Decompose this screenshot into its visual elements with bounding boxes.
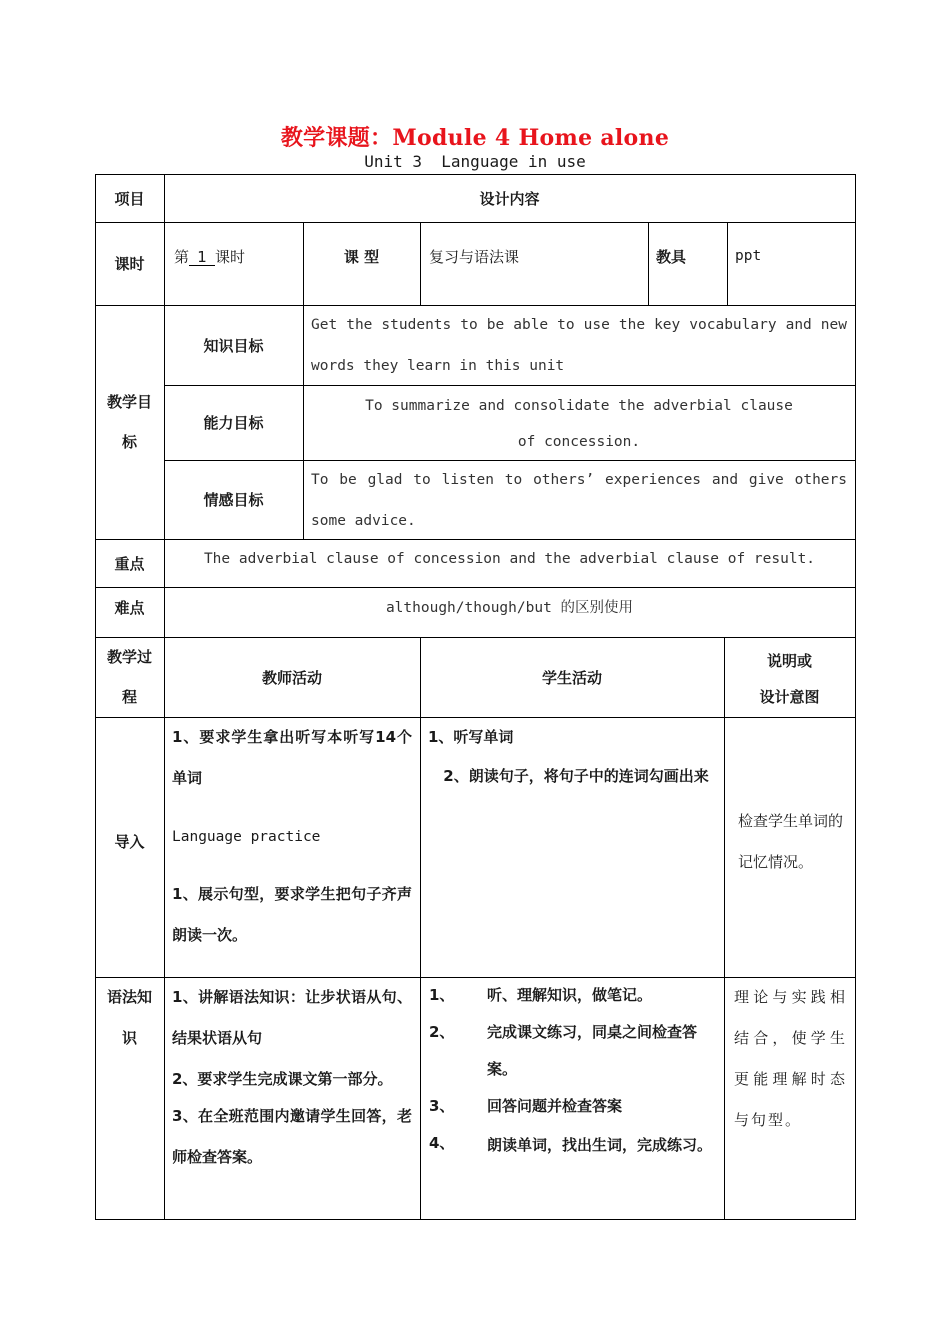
grammar-student-step-text: 听、理解知识，做笔记。 xyxy=(487,986,653,1004)
lesson-label-cell xyxy=(95,222,165,306)
notes-header-cell xyxy=(724,637,856,718)
grammar-student-step-text: 完成课文练习，同桌之间检查答案。 xyxy=(487,1023,698,1078)
knowledge-text-cell xyxy=(303,305,856,386)
intro-notes: 检查学生单词的记忆情况。 xyxy=(738,812,844,871)
lesson-type-value-cell xyxy=(420,222,649,306)
tools-label: 教具 xyxy=(656,248,687,266)
intro-student-cell xyxy=(420,717,725,978)
period-suffix: 课时 xyxy=(215,248,246,266)
grammar-teacher-step3: 3、在全班范围内邀请学生回答，老师检查答案。 xyxy=(172,1107,412,1166)
intro-label: 导入 xyxy=(114,832,145,851)
grammar-teacher-step2: 2、要求学生完成课文第一部分。 xyxy=(172,1070,393,1088)
period-value: 1 xyxy=(189,249,215,266)
header-item-label: 项目 xyxy=(114,189,145,208)
process-label-cell xyxy=(95,637,165,718)
process-label: 教学过程 xyxy=(106,648,152,706)
intro-student-step2: 2、朗读句子，将句子中的连词勾画出来 xyxy=(443,767,709,785)
intro-label-cell xyxy=(95,717,165,978)
ability-text-line2: of concession. xyxy=(517,434,641,450)
knowledge-text: Get the students to be able to use the key vocabulary and new words they learn in this unit xyxy=(311,317,847,374)
key-point-label-cell xyxy=(95,539,165,588)
notes-header-line2: 设计意图 xyxy=(759,688,820,706)
intro-notes-cell xyxy=(724,717,856,978)
period-prefix: 第 xyxy=(174,248,190,266)
difficulty-text-cell xyxy=(164,587,856,638)
grammar-student-step-number: 1、 xyxy=(429,986,455,1004)
grammar-student-step-number: 4、 xyxy=(429,1134,455,1152)
lesson-subtitle: Unit 3 Language in use xyxy=(364,152,586,171)
emotion-text: To be glad to listen to others’ experiences and give others some advice. xyxy=(311,472,847,529)
grammar-notes-cell xyxy=(724,977,856,1220)
lesson-type-label: 课 型 xyxy=(343,248,380,266)
knowledge-label-cell xyxy=(164,305,304,386)
header-item-cell xyxy=(95,174,165,223)
grammar-student-step xyxy=(429,1125,716,1166)
grammar-label-cell xyxy=(95,977,165,1220)
lesson-label: 课时 xyxy=(114,255,145,273)
difficulty-label: 难点 xyxy=(114,598,145,617)
difficulty-label-cell xyxy=(95,587,165,638)
emotion-text-cell xyxy=(303,460,856,540)
grammar-student-step xyxy=(429,1088,716,1125)
intro-teacher-step2: 1、展示句型，要求学生把句子齐声朗读一次。 xyxy=(172,885,412,944)
objectives-label-cell xyxy=(95,305,165,540)
grammar-student-step xyxy=(429,977,716,1014)
grammar-student-step-text: 回答问题并检查答案 xyxy=(487,1097,623,1115)
grammar-label: 语法知识 xyxy=(106,988,152,1047)
header-content-label: 设计内容 xyxy=(479,189,540,208)
ability-label: 能力目标 xyxy=(203,414,264,432)
key-point-label: 重点 xyxy=(114,554,145,573)
teacher-activity-header: 教师活动 xyxy=(261,668,322,687)
ability-label-cell xyxy=(164,385,304,461)
intro-teacher-practice: Language practice xyxy=(172,829,321,845)
lesson-type-value: 复习与语法课 xyxy=(429,248,520,266)
tools-value-cell xyxy=(727,222,856,306)
ability-text-line1: To summarize and consolidate the adverbial clause xyxy=(365,398,793,414)
grammar-student-step-number: 3、 xyxy=(429,1097,455,1115)
tools-value: ppt xyxy=(735,248,762,264)
grammar-student-cell xyxy=(420,977,725,1220)
emotion-label-cell xyxy=(164,460,304,540)
objectives-label: 教学目标 xyxy=(106,393,152,451)
grammar-teacher-step1: 1、讲解语法知识：让步状语从句、结果状语从句 xyxy=(172,988,412,1047)
grammar-student-step-number: 2、 xyxy=(429,1023,455,1041)
teacher-activity-header-cell xyxy=(164,637,421,718)
tools-label-cell xyxy=(648,222,728,306)
student-activity-header: 学生活动 xyxy=(541,668,602,687)
knowledge-label: 知识目标 xyxy=(203,336,264,355)
ability-text-cell xyxy=(303,385,856,461)
key-point-text: The adverbial clause of concession and the adverbial clause of result. xyxy=(203,551,816,567)
difficulty-text: although/though/but 的区别使用 xyxy=(385,599,634,616)
student-activity-header-cell xyxy=(420,637,725,718)
intro-teacher-cell xyxy=(164,717,421,978)
grammar-teacher-cell xyxy=(164,977,421,1220)
grammar-student-step xyxy=(429,1014,716,1088)
emotion-label: 情感目标 xyxy=(203,491,264,509)
intro-teacher-step1: 1、要求学生拿出听写本听写14个单词 xyxy=(172,728,412,787)
grammar-student-step-text: 朗读单词，找出生词，完成练习。 xyxy=(487,1136,713,1154)
lesson-type-label-cell xyxy=(303,222,421,306)
grammar-notes: 理论与实践相结合，使学生更能理解时态与句型。 xyxy=(734,988,847,1129)
header-content-cell xyxy=(164,174,856,223)
lesson-period-cell xyxy=(164,222,304,306)
lesson-title: 教学课题：Module 4 Home alone xyxy=(280,125,670,151)
intro-student-step1: 1、听写单词 xyxy=(428,728,514,746)
notes-header-line1: 说明或 xyxy=(766,652,812,670)
key-point-text-cell xyxy=(164,539,856,588)
